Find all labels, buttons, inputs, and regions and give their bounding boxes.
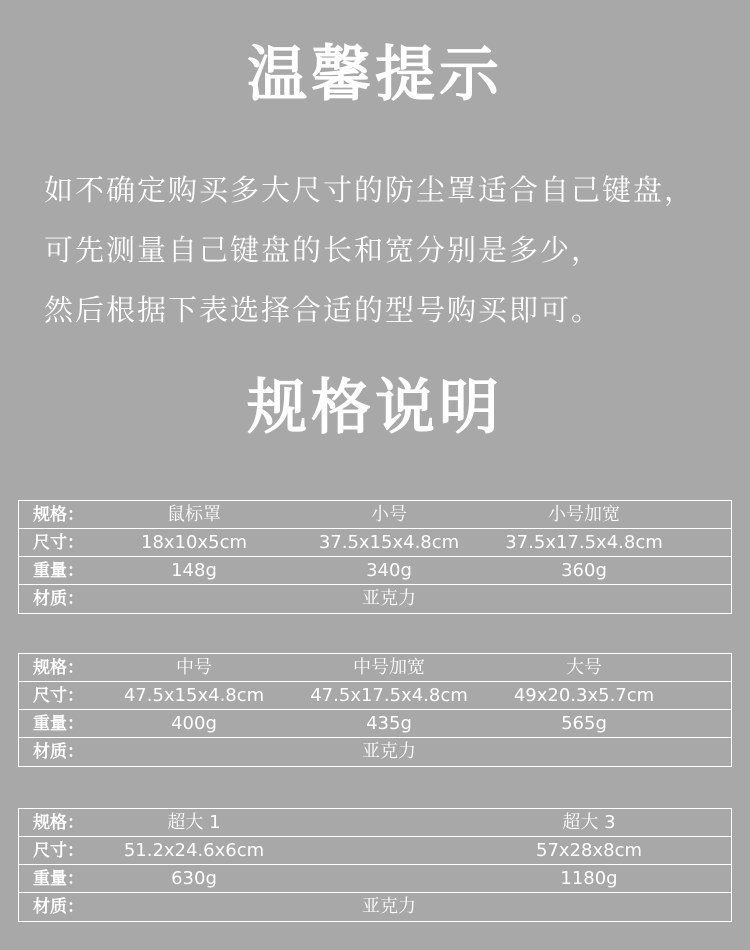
material-value: 亚克力 xyxy=(362,741,416,762)
model-value: 小号 xyxy=(371,504,407,525)
size-row xyxy=(19,529,731,557)
weight-row xyxy=(19,557,731,585)
size-row xyxy=(19,682,731,710)
size-value: 47.5x17.5x4.8cm xyxy=(310,685,468,706)
material-label: 材质： xyxy=(33,589,84,609)
weight-value: 630g xyxy=(171,868,217,889)
weight-label: 重量： xyxy=(33,869,84,889)
material-row xyxy=(19,585,731,613)
weight-row xyxy=(19,865,731,893)
material-label: 材质： xyxy=(33,742,84,762)
material-row xyxy=(19,893,731,921)
model-value: 中号 xyxy=(176,657,212,678)
weight-value: 435g xyxy=(366,713,412,734)
size-value: 37.5x17.5x4.8cm xyxy=(505,532,663,553)
weight-value: 565g xyxy=(561,713,607,734)
spec-table-3 xyxy=(18,808,732,922)
spec-table-2 xyxy=(18,653,732,767)
model-value: 超大 1 xyxy=(167,812,221,833)
weight-value: 400g xyxy=(171,713,217,734)
notice-line: 然后根据下表选择合适的型号购买即可。 xyxy=(44,293,603,327)
weight-row xyxy=(19,710,731,738)
notice-text xyxy=(44,160,695,340)
weight-value: 360g xyxy=(561,560,607,581)
notice-line: 可先测量自己键盘的长和宽分别是多少， xyxy=(44,233,603,267)
model-value: 中号加宽 xyxy=(353,657,425,678)
material-label: 材质： xyxy=(33,897,84,917)
notice-line: 如不确定购买多大尺寸的防尘罩适合自己键盘， xyxy=(44,173,696,207)
size-label: 尺寸： xyxy=(33,686,84,706)
weight-value: 1180g xyxy=(560,868,618,889)
model-row xyxy=(19,501,731,529)
model-value: 小号加宽 xyxy=(548,504,620,525)
model-value: 鼠标罩 xyxy=(167,504,221,525)
weight-value: 340g xyxy=(366,560,412,581)
size-value: 18x10x5cm xyxy=(141,532,247,553)
model-label: 规格： xyxy=(33,658,84,678)
model-value: 超大 3 xyxy=(562,812,616,833)
size-value: 47.5x15x4.8cm xyxy=(123,685,265,706)
size-value: 51.2x24.6x6cm xyxy=(123,840,265,861)
weight-label: 重量： xyxy=(33,714,84,734)
model-label: 规格： xyxy=(33,813,84,833)
spec-title: 规格说明 xyxy=(247,373,503,443)
size-row xyxy=(19,837,731,865)
size-value: 37.5x15x4.8cm xyxy=(318,532,460,553)
size-value: 49x20.3x5.7cm xyxy=(513,685,655,706)
model-label: 规格： xyxy=(33,505,84,525)
model-value: 大号 xyxy=(566,657,602,678)
model-row xyxy=(19,809,731,837)
material-row xyxy=(19,738,731,766)
model-row xyxy=(19,654,731,682)
spec-table-1 xyxy=(18,500,732,614)
weight-label: 重量： xyxy=(33,561,84,581)
size-label: 尺寸： xyxy=(33,841,84,861)
size-label: 尺寸： xyxy=(33,533,84,553)
material-value: 亚克力 xyxy=(362,588,416,609)
size-value: 57x28x8cm xyxy=(536,840,642,861)
weight-value: 148g xyxy=(171,560,217,581)
material-value: 亚克力 xyxy=(362,896,416,917)
notice-title: 温馨提示 xyxy=(247,40,503,110)
